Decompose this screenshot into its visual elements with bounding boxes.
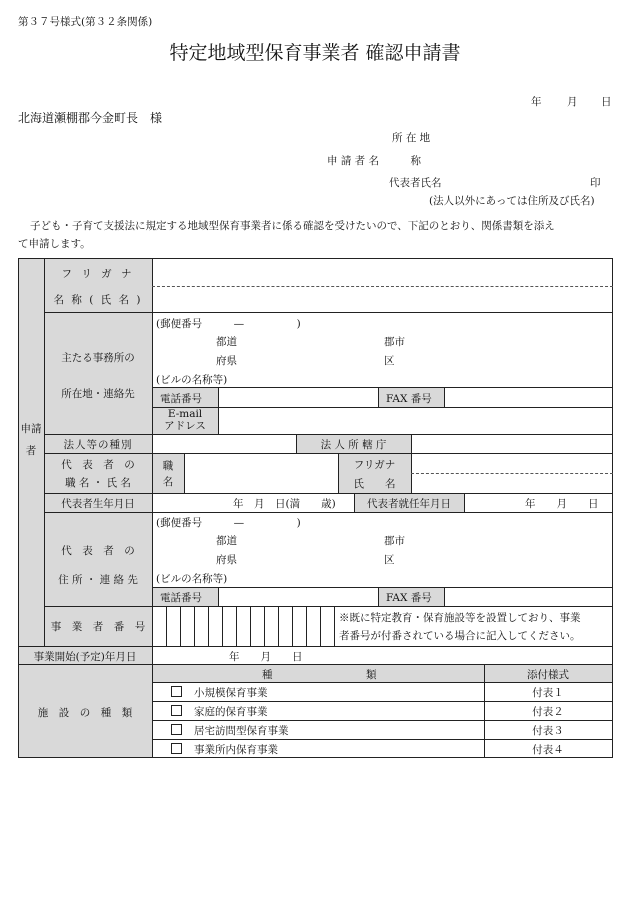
rep-todo: 都道 — [216, 535, 237, 547]
furigana-label: フ リ ガ ナ — [61, 268, 135, 280]
rep-start-label: 代表者就任年月日 — [367, 498, 451, 510]
rep-ku: 区 — [384, 554, 395, 566]
rep-furigana-field[interactable] — [412, 454, 612, 472]
checkbox-workplace[interactable] — [171, 743, 182, 754]
rep-title-field[interactable] — [185, 454, 337, 492]
rep-birth-value[interactable]: 年 月 日(満 歳) — [233, 498, 336, 510]
rep-fax-field[interactable] — [445, 588, 612, 605]
rep-label-line2: 職 名 ・ 氏 名 — [65, 477, 131, 489]
office-ku: 区 — [384, 355, 395, 367]
rep-birth-label: 代表者生年月日 — [61, 498, 135, 510]
facility-attach: 付表１ — [532, 687, 564, 699]
shoku-label-1: 職 — [162, 460, 174, 472]
rep-shimei-field[interactable] — [412, 474, 612, 492]
shoku-label-2: 名 — [162, 476, 174, 488]
facility-row[interactable] — [171, 704, 268, 719]
biz-note-line2: 者番号が付番されている場合に記入してください。 — [339, 630, 581, 642]
checkbox-small-scale[interactable] — [171, 686, 182, 697]
form-number: 第３７号様式(第３２条関係) — [18, 16, 153, 28]
biz-number-label: 事 業 者 番 号 — [50, 621, 146, 633]
corp-office-label: 法 人 所 轄 庁 — [320, 439, 387, 451]
date-day: 日 — [601, 96, 612, 108]
kind-header-1: 種 — [262, 669, 273, 681]
biz-number-field[interactable] — [153, 607, 334, 645]
seal-mark: 印 — [590, 177, 601, 189]
facility-name: 家庭的保育事業 — [194, 706, 268, 718]
name-label: 名 称 ( 氏 名 ) — [53, 294, 143, 306]
date-month: 月 — [567, 96, 578, 108]
email-label-line2: アドレス — [164, 420, 206, 432]
office-building: (ビルの名称等) — [156, 374, 228, 386]
facility-row[interactable] — [171, 685, 268, 700]
rep-postal: (郵便番号 — ) — [156, 517, 301, 529]
checkbox-home-visit[interactable] — [171, 724, 182, 735]
facility-label: 施 設 の 種 類 — [37, 707, 133, 719]
rep-name-label: 代表者氏名 — [389, 177, 442, 189]
office-label-line1: 主たる事務所の — [61, 352, 135, 364]
name-field[interactable] — [152, 287, 613, 312]
addressee: 北海道瀬棚郡今金町長 様 — [18, 111, 163, 125]
office-fuken: 府県 — [216, 355, 237, 367]
rep-phone-label: 電話番号 — [160, 592, 202, 604]
rep-phone-field[interactable] — [219, 588, 377, 605]
rep-fax-label: FAX 番号 — [386, 592, 432, 604]
facility-attach: 付表４ — [532, 744, 564, 756]
facility-name: 小規模保育事業 — [194, 687, 268, 699]
office-gunshi: 郡市 — [384, 336, 405, 348]
start-date-label: 事業開始(予定)年月日 — [33, 651, 137, 663]
header-note: (法人以外にあっては住所及び氏名) — [429, 195, 595, 207]
start-date-value[interactable]: 年 月 日 — [229, 651, 303, 663]
office-postal: (郵便番号 — ) — [156, 318, 301, 330]
facility-row[interactable] — [171, 742, 278, 757]
rep-addr-label-line2: 住 所 ・ 連 絡 先 — [58, 574, 138, 586]
office-phone-field[interactable] — [219, 388, 377, 406]
intro-text-line2: て申請します。 — [18, 238, 91, 250]
facility-row[interactable] — [171, 723, 289, 738]
facility-name: 事業所内保育事業 — [194, 744, 278, 756]
page-title: 特定地域型保育事業者 確認申請書 — [169, 42, 461, 64]
facility-name: 居宅訪問型保育事業 — [194, 725, 289, 737]
office-fax-field[interactable] — [445, 388, 612, 406]
corp-type-field[interactable] — [153, 435, 295, 452]
rep-fuken: 府県 — [216, 554, 237, 566]
checkbox-home-based[interactable] — [171, 705, 182, 716]
corp-type-label: 法人等の種別 — [63, 439, 133, 451]
rep-shimei-label: 氏 名 — [353, 478, 396, 490]
rep-building: (ビルの名称等) — [156, 573, 228, 585]
office-label-line2: 所在地・連絡先 — [61, 388, 135, 400]
office-phone-label: 電話番号 — [160, 393, 202, 405]
email-field[interactable] — [219, 408, 612, 433]
email-label-line1: E-mail — [167, 408, 203, 420]
attach-header: 添付様式 — [527, 669, 569, 681]
applicant-name-label: 申 請 者 名 称 — [327, 155, 422, 167]
facility-attach: 付表３ — [532, 725, 564, 737]
office-fax-label: FAX 番号 — [386, 393, 432, 405]
furigana-field[interactable] — [152, 259, 613, 286]
rep-furigana-label: フリガナ — [353, 459, 396, 471]
applicant-side-label: 申請者 — [20, 423, 42, 457]
office-todo: 都道 — [216, 336, 237, 348]
kind-header-2: 類 — [366, 669, 377, 681]
applicant-address-label: 所 在 地 — [392, 132, 431, 144]
corp-office-field[interactable] — [412, 435, 612, 452]
rep-start-value[interactable]: 年 月 日 — [525, 498, 599, 510]
rep-addr-label-line1: 代 表 者 の — [61, 545, 135, 557]
rep-label-line1: 代 表 者 の — [61, 459, 135, 471]
date-year: 年 — [531, 96, 542, 108]
rep-gunshi: 郡市 — [384, 535, 405, 547]
facility-attach: 付表２ — [532, 706, 564, 718]
biz-note-line1: ※既に特定教育・保育施設等を設置しており、事業 — [339, 612, 581, 624]
intro-text-line1: 子ども・子育て支援法に規定する地域型保育事業者に係る確認を受けたいので、下記のとおり、関係書類を添え — [30, 220, 555, 232]
